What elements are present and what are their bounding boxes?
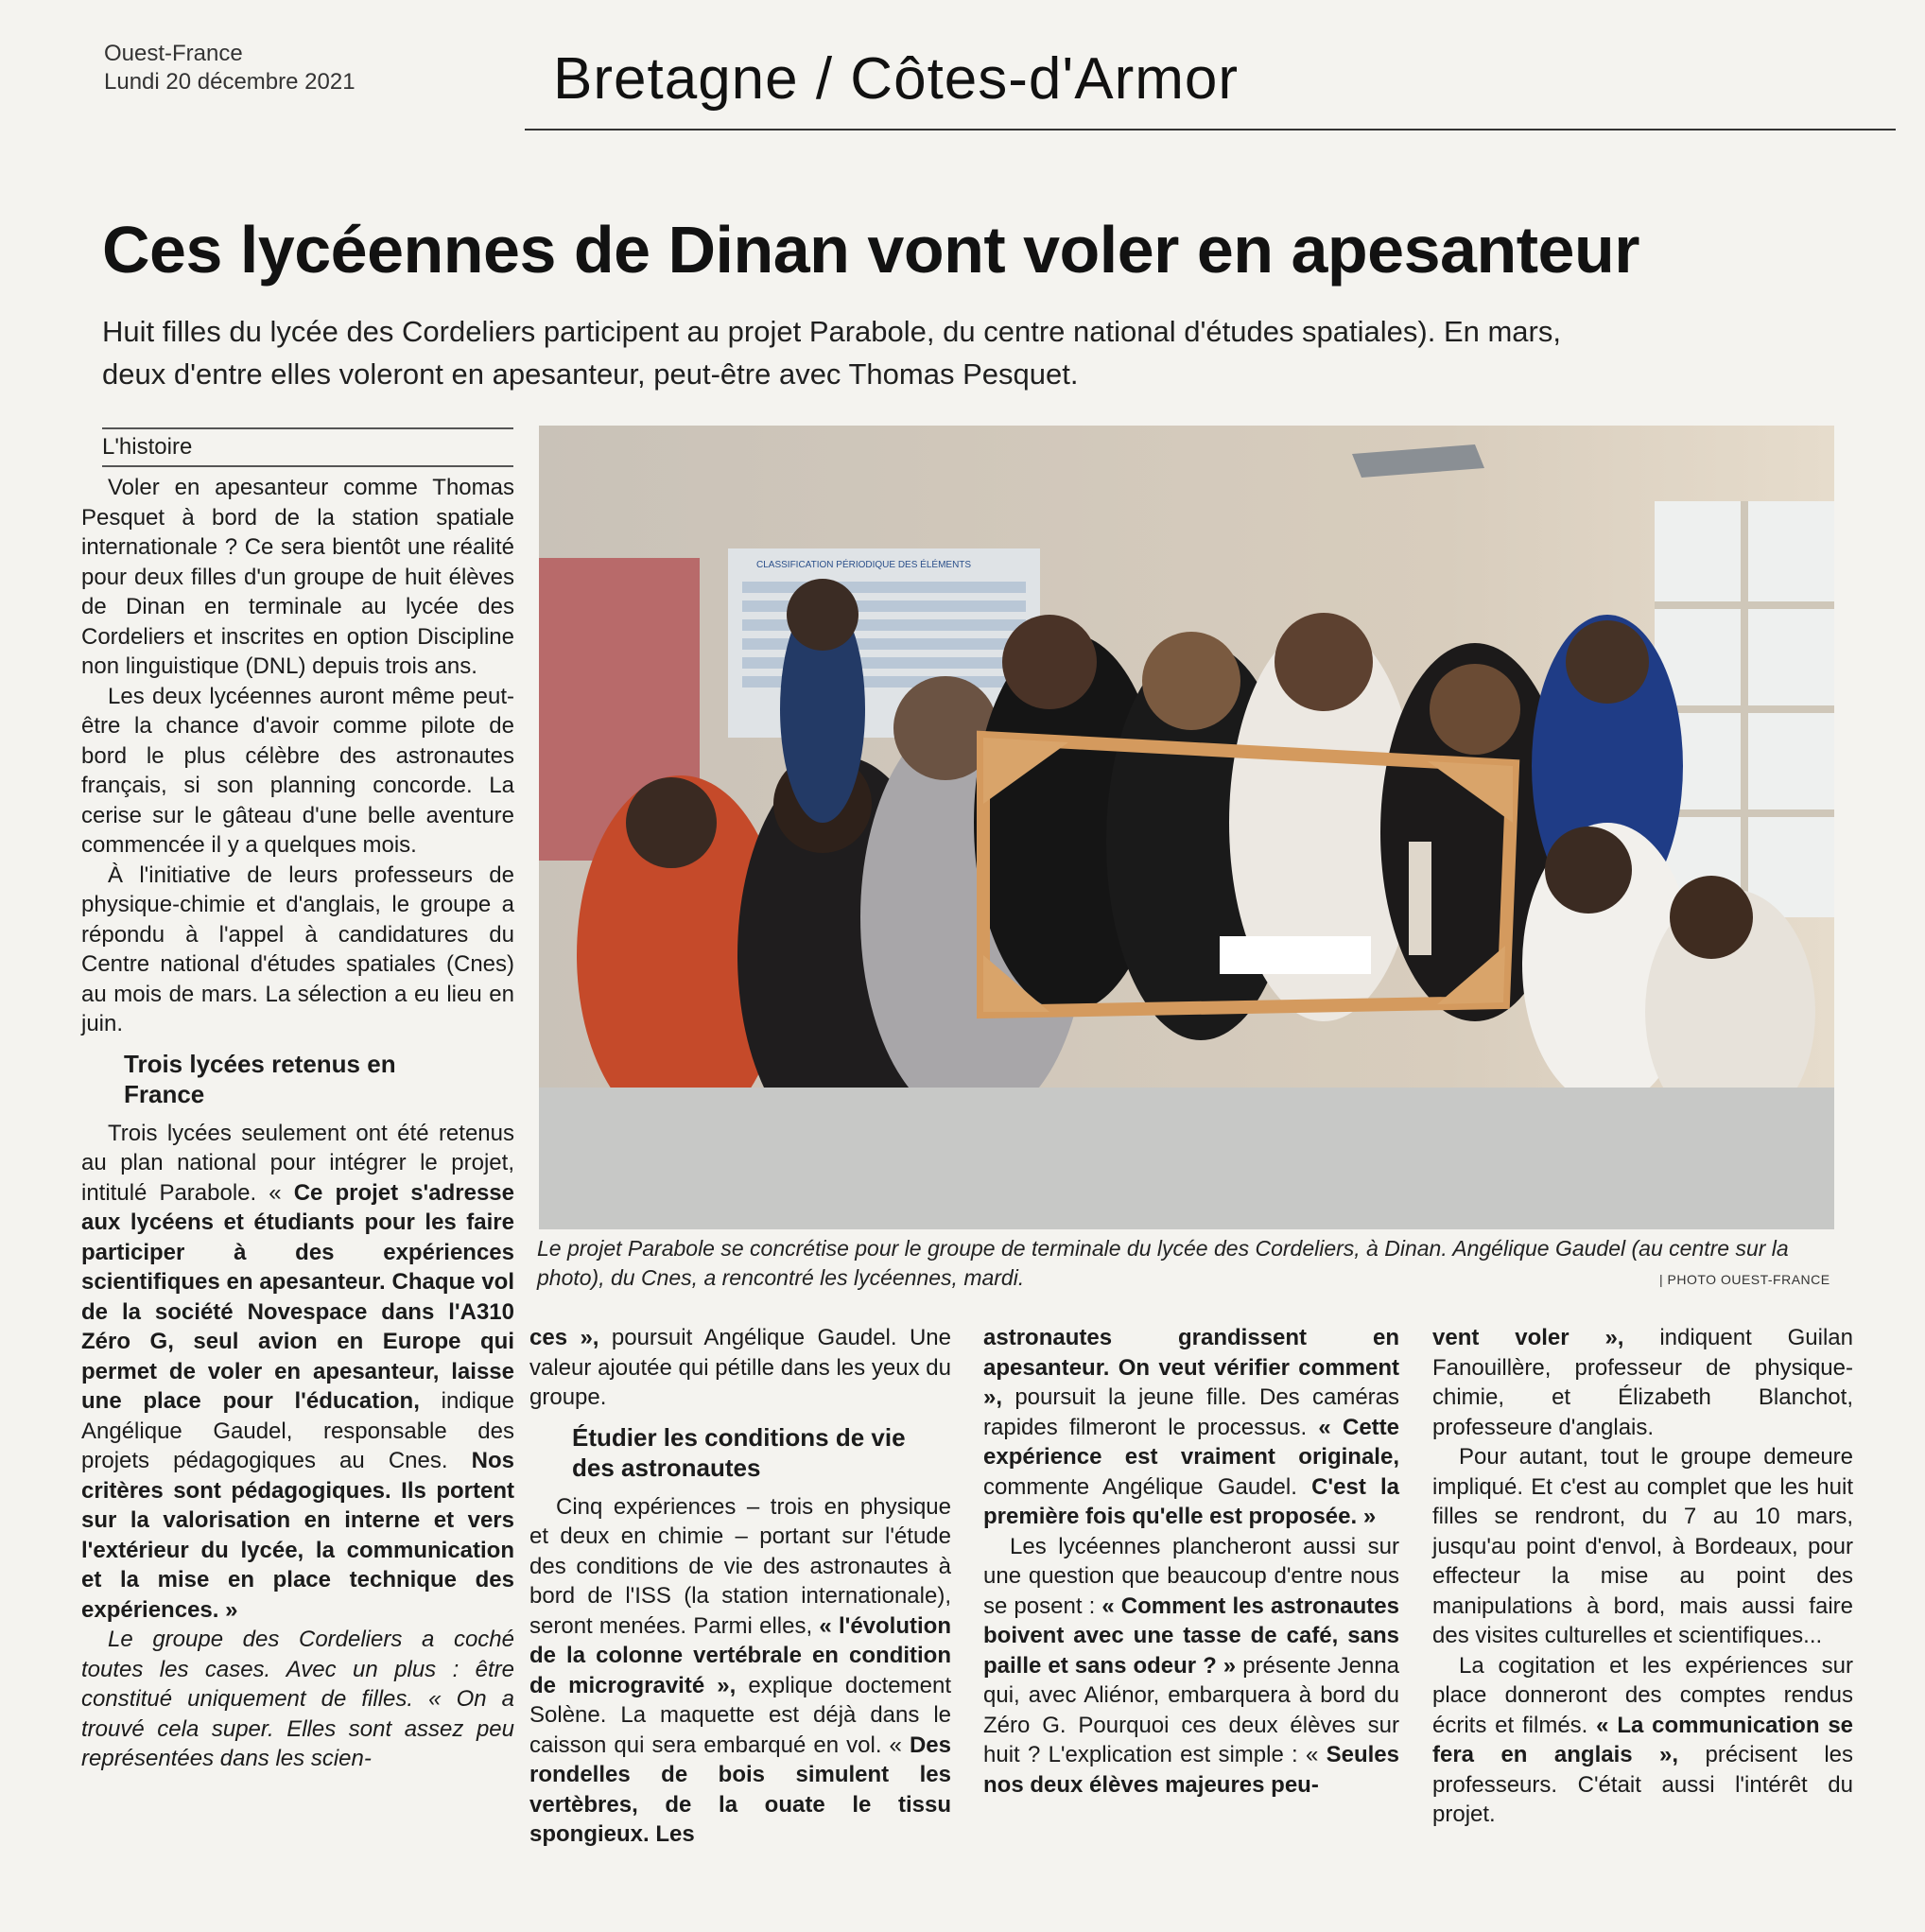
col3-p2-quote: « Comment les astronautes boivent avec une tasse de café, sans paille et sans odeur ? » <box>983 1593 1399 1679</box>
col3-paragraph-1 <box>983 1323 1399 1532</box>
col1-paragraph-2: Les deux lycéennes auront même peut-être la chance d'avoir comme pilote de bord le plus célèbre des astronautes français, si son planning concorde. La cerise sur le gâteau d'une belle aventure commencée il y a quelques mois. <box>81 683 514 858</box>
col2-p1-text: poursuit Angélique Gaudel. Une valeur ajoutée qui pétille dans les yeux du groupe. <box>529 1325 951 1410</box>
col1-p5-text: Le groupe des Cordeliers a coché toutes les cases. Avec un plus : être constitué uniquement de filles. « <box>81 1627 514 1712</box>
col2-p2-text-b: explique doctement Solène. La maquette est déjà dans le caisson qui sera embarqué en vol. « <box>529 1672 951 1758</box>
masthead-info <box>104 40 356 96</box>
photo-caption: Le projet Parabole se concrétise pour le groupe de terminale du lycée des Cordeliers, à Dinan. Angélique Gaudel (au centre sur la photo), du Cnes, a rencontré les lycéennes, mardi. <box>537 1236 1789 1290</box>
article-column-4 <box>1432 1323 1853 1830</box>
col1-paragraph-3: À l'initiative de leurs professeurs de physique-chimie et d'anglais, le groupe a répondu à l'appel à candidatures du Centre national d'études spatiales (Cnes) au mois de mars. La sélection a eu lieu en juin. <box>81 862 514 1036</box>
col2-p2-text-a: Cinq expériences – trois en physique et deux en chimie – portant sur l'étude des conditions de vie des astronautes à bord de l'ISS (la station internationale), seront menées. Parmi elles, <box>529 1493 951 1639</box>
col4-p3-quote: « La communication se fera en anglais », <box>1432 1712 1854 1767</box>
col1-p4-quote-a: Ce projet s'adresse aux lycéens et étudiants pour les faire participer à des expériences scientifiques en apesanteur. Chaque vol de la société Novespace dans l'A310 Zéro G, seul avion en Europe qui permet de voler en apesanteur, laisse une place pour l'éducation, <box>81 1179 514 1414</box>
col4-paragraph-1 <box>1432 1323 1853 1442</box>
lab-bench <box>539 1088 1834 1229</box>
col3-p1-text-b: commente Angélique Gaudel. <box>983 1473 1297 1500</box>
col4-p3-text-b: précisent les professeurs. C'était aussi l'intérêt du projet. <box>1432 1742 1853 1827</box>
article-headline: Ces lycéennes de Dinan vont voler en apesanteur <box>102 213 1639 287</box>
header-rule <box>525 129 1896 131</box>
col3-p2-text-a: Les lycéennes plancheront aussi sur une question que beaucoup d'entre nous se posent : <box>983 1533 1399 1619</box>
col1-p4-text-a: Trois lycées seulement ont été retenus au plan national pour intégrer le projet, intitulé Parabole. « <box>81 1120 514 1206</box>
col4-paragraph-2: Pour autant, tout le groupe demeure impliqué. Et c'est au complet que les huit filles se rendront, du 7 au 10 mars, jusqu'au point d'envol, à Bordeaux, pour effecteur la mise au point des manipulations à bord, mais aussi faire des visites culturelles et scientifiques... <box>1432 1444 1853 1648</box>
test-tube <box>1409 842 1431 955</box>
newspaper-name: Ouest-France <box>104 41 243 66</box>
col2-p2-quote-b: Des rondelles de bois simulent les vertèbres, de la ouate le tissu spongieux. Les <box>529 1732 951 1847</box>
col1-p4-text-b: indique Angélique Gaudel, responsable des projets pédagogiques au Cnes. <box>81 1388 515 1473</box>
col3-p1-quote-a: astronautes grandissent en apesanteur. On veut vérifier comment », <box>983 1325 1399 1410</box>
article-column-2 <box>529 1323 951 1850</box>
col2-paragraph-2 <box>529 1492 951 1850</box>
article-column-3 <box>983 1323 1399 1800</box>
col4-paragraph-3 <box>1432 1651 1853 1830</box>
section-title: Bretagne / Côtes-d'Armor <box>553 46 1240 112</box>
col1-paragraph-4 <box>81 1119 514 1626</box>
col3-p2-quote-b: Seules nos deux élèves majeures peu- <box>983 1742 1399 1798</box>
classroom-photo <box>539 426 1834 1229</box>
col2-subheading: Étudier les conditions de vie des astronautes <box>572 1422 906 1482</box>
poster-title: CLASSIFICATION PÉRIODIQUE DES ÉLÉMENTS <box>756 560 972 570</box>
col3-p1-quote-b: « Cette expérience est vraiment originale, <box>983 1414 1399 1470</box>
kicker-label: L'histoire <box>102 427 513 467</box>
col3-p1-text-a: poursuit la jeune fille. Des caméras rapides filmeront le processus. <box>983 1384 1400 1440</box>
article-photo <box>539 426 1834 1229</box>
article-column-1 <box>81 473 514 1774</box>
publication-date: Lundi 20 décembre 2021 <box>104 69 356 95</box>
photo-credit: | PHOTO OUEST-FRANCE <box>1659 1272 1830 1287</box>
col3-paragraph-2 <box>983 1532 1399 1801</box>
col2-paragraph-1 <box>529 1323 951 1413</box>
col1-paragraph-5 <box>81 1625 514 1774</box>
col2-p2-quote: « l'évolution de la colonne vertébrale en condition de microgravité », <box>529 1612 951 1698</box>
col1-subheading: Trois lycées retenus en France <box>124 1049 396 1108</box>
article-standfirst: Huit filles du lycée des Cordeliers participent au projet Parabole, du centre national d'études spatiales). En mars, deux d'entre elles voleront en apesanteur, peut-être avec Thomas Pesquet. <box>102 315 1561 391</box>
col3-p2-text-b: présente Jenna qui, avec Aliénor, embarquera à bord du Zéro G. Pourquoi ces deux élèves sur huit ? L'explication est simple : « <box>983 1652 1400 1767</box>
col4-p1-text: indiquent Guilan Fanouillère, professeur de physique-chimie, et Élizabeth Blanchot, professeure d'anglais. <box>1432 1325 1854 1440</box>
col2-p1-quote: ces », <box>529 1325 599 1350</box>
col1-p4-quote-b: Nos critères sont pédagogiques. Ils portent sur la valorisation en interne et vers l'extérieur du lycée, la communication et la mise en place technique des expériences. » <box>81 1448 514 1623</box>
col4-p3-text-a: La cogitation et les expériences sur place donneront des comptes rendus écrits et filmés. <box>1432 1652 1853 1738</box>
col3-p1-quote-c: C'est la première fois qu'elle est proposée. » <box>983 1473 1399 1529</box>
col1-p5-quote: On a trouvé cela super. Elles sont assez peu représentées dans les scien- <box>81 1686 514 1771</box>
sheet-of-paper <box>1220 936 1371 974</box>
col4-p1-quote: vent voler », <box>1432 1325 1624 1350</box>
col1-paragraph-1: Voler en apesanteur comme Thomas Pesquet à bord de la station spatiale internationale ? Ce sera bientôt une réalité pour deux filles d'un groupe de huit élèves de Dinan en terminale au lycée des Cordeliers et inscrites en option Discipline non linguistique (DNL) depuis trois ans. <box>81 475 514 679</box>
